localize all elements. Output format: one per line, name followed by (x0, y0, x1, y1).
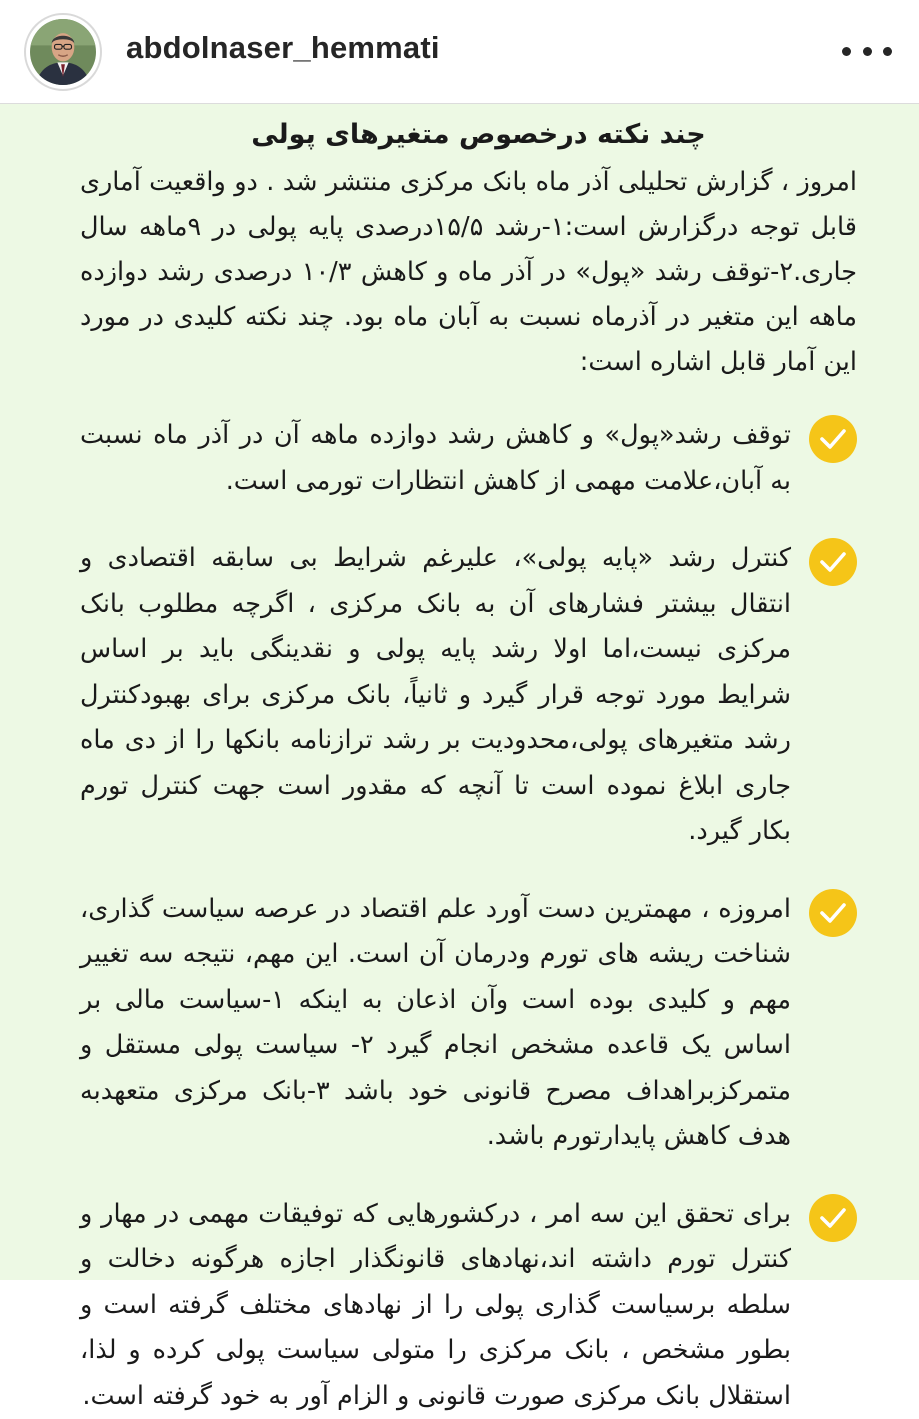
post-header (0, 0, 919, 104)
point-text: توقف رشد«پول» و کاهش رشد دوازده ماهه آن در آذر ماه نسبت به آبان،علامت مهمی از کاهش انتظارات تورمی است. (80, 413, 791, 504)
point-text: برای تحقق این سه امر ، درکشورهایی که توفیقات مهمی در مهار و کنترل تورم داشته اند،نهادهای قانونگذار اجازه هرگونه دخالت و سلطه برسیاست گذاری پولی را از نهادهای مختلف گرفته است و بطور مشخص ، بانک مرکزی را متولی سیاست پولی کرده و لذا، استقلال بانک مرکزی صورت قانونی و الزام آور به خود گرفته است. (80, 1192, 791, 1419)
list-item (80, 1192, 857, 1419)
check-icon (809, 415, 857, 463)
list-item (80, 887, 857, 1160)
username[interactable]: abdolnaser_hemmati (126, 30, 440, 66)
point-text: امروزه ، مهمترین دست آورد علم اقتصاد در عرصه سیاست گذاری، شناخت ریشه های تورم ودرمان آن است. این مهم، نتیجه سه تغییر مهم و کلیدی بوده است وآن اذعان به اینکه ۱-سیاست مالی بر اساس یک قاعده مشخص انجام گیرد ۲- سیاست پولی مستقل و متمرکزبراهداف مصرح قانونی خود باشد ۳-بانک مرکزی متعهدبه هدف کاهش پایدارتورم باشد. (80, 887, 791, 1160)
check-icon (809, 538, 857, 586)
avatar[interactable] (24, 13, 102, 91)
list-item (80, 413, 857, 504)
check-icon (809, 1194, 857, 1242)
dot (863, 47, 872, 56)
list-item (80, 536, 857, 855)
check-icon (809, 889, 857, 937)
post-content (0, 104, 919, 1280)
more-options-icon[interactable] (842, 34, 892, 68)
dot (883, 47, 892, 56)
profile-photo-icon (30, 19, 96, 85)
point-text: کنترل رشد «پایه پولی»، علیرغم شرایط بی سابقه اقتصادی و انتقال بیشتر فشارهای آن به بانک مرکزی ، اگرچه مطلوب بانک مرکزی نیست،اما اولا رشد پایه پولی و نقدینگی باید بر اساس شرایط مورد توجه قرار گیرد و ثانیاً، بانک مرکزی برای بهبودکنترل رشد متغیرهای پولی،محدودیت بر رشد ترازنامه بانکها را از دی ماه جاری ابلاغ نموده است تا آنچه که مقدور است جهت کنترل تورم بکار گیرد. (80, 536, 791, 855)
dot (842, 47, 851, 56)
post-intro: امروز ، گزارش تحلیلی آذر ماه بانک مرکزی منتشر شد . دو واقعیت آماری قابل توجه درگزارش است:۱-رشد ۱۵/۵درصدی پایه پولی در ۹ماهه سال جاری.۲-توقف رشد «پول» در آذر ماه و کاهش ۱۰/۳ درصدی رشد دوازده ماهه این متغیر در آذرماه نسبت به آبان ماه بود. چند نکته کلیدی در مورد این آمار قابل اشاره است: (80, 160, 857, 385)
post-title: چند نکته درخصوص متغیرهای پولی (80, 116, 857, 154)
